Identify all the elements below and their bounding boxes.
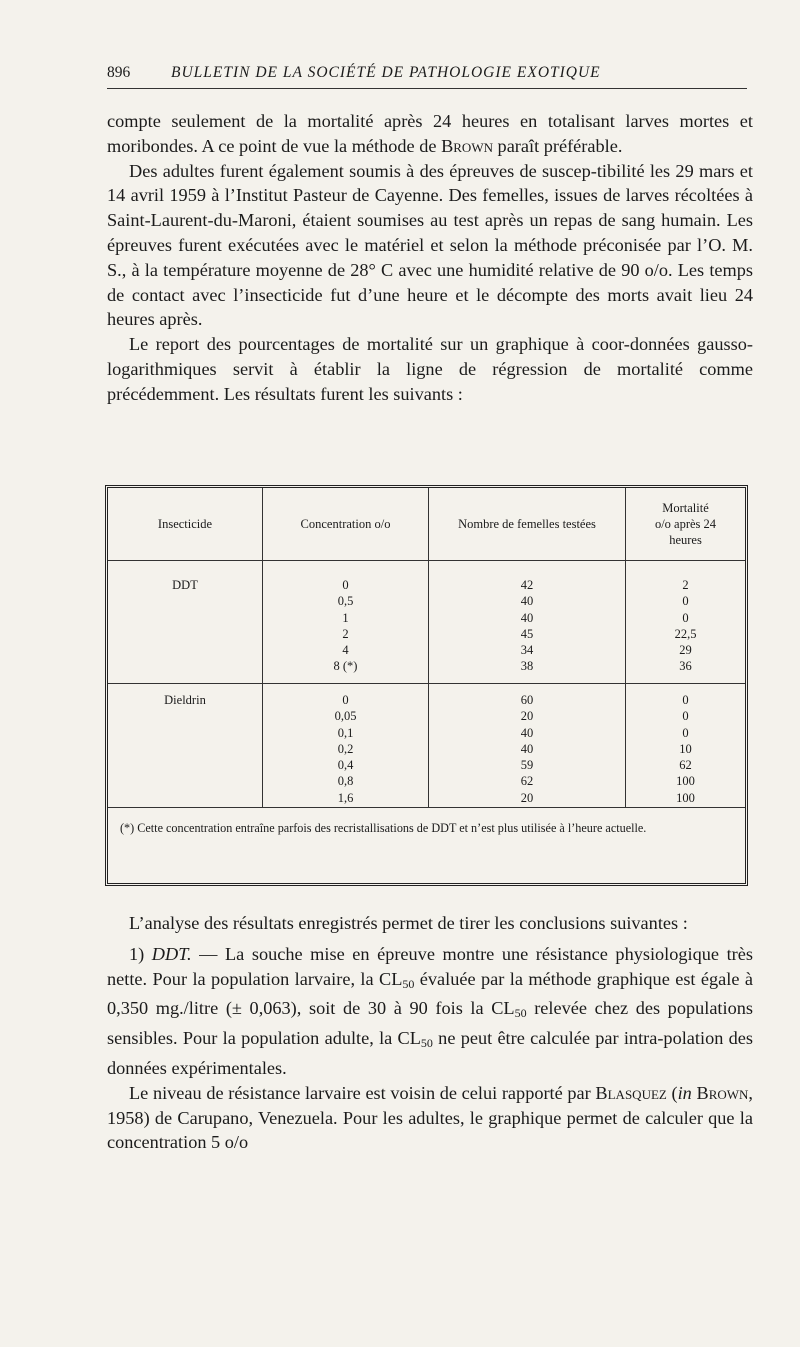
nombre-value: 40 xyxy=(520,610,534,625)
concentration-value: 0,8 xyxy=(337,774,354,789)
concentration-value: 0 xyxy=(342,578,349,592)
table-footnote: (*) Cette concentration entraîne parfois des recristallisations de DDT et n’est plus utilisée à l’heure actuelle. xyxy=(108,808,745,847)
nombre-value: 42 xyxy=(520,578,534,592)
mortalite-value: 10 xyxy=(679,741,692,756)
paragraph-6: Le niveau de résistance larvaire est voisin de celui rapporté par Blasquez (in Brown, 1958) de Carupano, Venezuela. Pour les adultes, le graphique permet de calculer que la concentration 5 o/o xyxy=(107,1082,753,1153)
author-name: Blasquez xyxy=(595,1082,667,1103)
paragraph-1: compte seulement de la mortalité après 24 heures en totalisant larves mortes et moribondes. A ce point de vue la méthode de Brown paraît préférable. xyxy=(107,111,753,156)
insecticide-ddt: DDT xyxy=(108,561,263,684)
table-footnote-row xyxy=(108,808,745,847)
concentration-value: 0 xyxy=(342,693,349,707)
mortalite-value: 0 xyxy=(682,709,689,724)
header-insecticide: Insecticide xyxy=(108,488,263,561)
concentration-value: 1 xyxy=(342,610,349,625)
section-title-ddt: DDT. xyxy=(151,943,192,964)
results-table xyxy=(105,485,748,886)
paragraph-3: Le report des pourcentages de mortalité sur un graphique à coor-données gausso-logarithmiques servit à établir la ligne de régression de mortalité comme précédemment. Les résultats furent les suivants : xyxy=(107,334,753,404)
nombre-value: 40 xyxy=(520,725,534,740)
concentration-value: 4 xyxy=(342,643,349,658)
nombre-value: 20 xyxy=(520,709,534,724)
table-row-ddt xyxy=(108,561,745,684)
concentration-value: 0,1 xyxy=(337,725,354,740)
nombre-value: 45 xyxy=(520,626,534,641)
nombre-value: 38 xyxy=(520,659,534,674)
concentration-value: 0,4 xyxy=(337,758,354,773)
table-row-dieldrin xyxy=(108,684,745,808)
concentration-value: 0,2 xyxy=(337,741,354,756)
mortalite-value: 2 xyxy=(682,578,689,592)
concentration-value: 8 (*) xyxy=(333,659,358,674)
mortalite-value: 0 xyxy=(682,725,689,740)
header-mortalite: Mortalité o/o après 24 heures xyxy=(626,488,746,561)
nombre-value: 34 xyxy=(520,643,534,658)
paragraph-4: L’analyse des résultats enregistrés permet de tirer les conclusions suivantes : xyxy=(129,913,688,933)
mortalite-cell xyxy=(626,561,746,684)
paragraph-2: Des adultes furent également soumis à des épreuves de suscep-tibilité les 29 mars et 14 avril 1959 à l’Institut Pasteur de Cayenne. Des femelles, issues de larves récoltées à Saint-Laurent-du-Maroni, étaient soumises au test après un repas de sang humain. Les épreuves furent exécutées avec le matériel et selon la méthode préconisée par l’O. M. S., à la température moyenne de 28° C avec une humidité relative de 90 o/o. Les temps de contact avec l’insecticide fut d’une heure et le décompte des morts avait lieu 24 heures après. xyxy=(107,160,753,330)
concentration-value: 0,5 xyxy=(337,594,354,609)
author-name: Brown xyxy=(696,1082,749,1103)
concentration-value: 1,6 xyxy=(337,790,354,805)
nombre-cell xyxy=(429,561,626,684)
concentration-cell xyxy=(263,561,429,684)
nombre-value: 20 xyxy=(520,790,534,805)
concentration-cell xyxy=(263,684,429,808)
concentration-value: 2 xyxy=(342,626,349,641)
nombre-value: 40 xyxy=(520,741,534,756)
mortalite-value: 22,5 xyxy=(674,626,697,641)
mortalite-value: 0 xyxy=(682,693,689,707)
bottom-text xyxy=(107,911,753,1155)
top-text xyxy=(107,109,753,407)
header-concentration: Concentration o/o xyxy=(263,488,429,561)
page-header xyxy=(107,64,747,89)
nombre-cell xyxy=(429,684,626,808)
mortalite-value: 100 xyxy=(676,774,695,789)
nombre-value: 40 xyxy=(520,594,534,609)
insecticide-dieldrin: Dieldrin xyxy=(164,693,206,707)
mortalite-value: 0 xyxy=(682,594,689,609)
nombre-value: 60 xyxy=(520,693,534,707)
mortalite-value: 100 xyxy=(676,790,695,805)
running-title: BULLETIN DE LA SOCIÉTÉ DE PATHOLOGIE EXOTIQUE xyxy=(171,64,601,81)
table-header-row xyxy=(108,488,745,561)
nombre-value: 62 xyxy=(520,774,534,789)
mortalite-value: 0 xyxy=(682,610,689,625)
mortalite-cell xyxy=(626,684,746,808)
paragraph-5: 1) DDT. — La souche mise en épreuve montre une résistance physiologique très nette. Pour la population larvaire, la $CL_{50}$ évaluée par la méthode graphique est égale à 0,350 mg./litre (± 0,063), soit de 30 à 90 fois la $CL_{50}$ relevée chez des populations sensibles. Pour la population adulte, la $CL_{50}$ ne peut être calculée par intra-polation des données expérimentales. xyxy=(107,943,753,1078)
page-number: 896 xyxy=(107,64,131,81)
mortalite-value: 62 xyxy=(679,758,692,773)
nombre-value: 59 xyxy=(520,758,534,773)
mortalite-value: 36 xyxy=(679,659,692,674)
mortalite-value: 29 xyxy=(679,643,692,658)
header-nombre: Nombre de femelles testées xyxy=(429,488,626,561)
concentration-value: 0,05 xyxy=(334,709,357,724)
author-name: Brown xyxy=(441,135,493,156)
